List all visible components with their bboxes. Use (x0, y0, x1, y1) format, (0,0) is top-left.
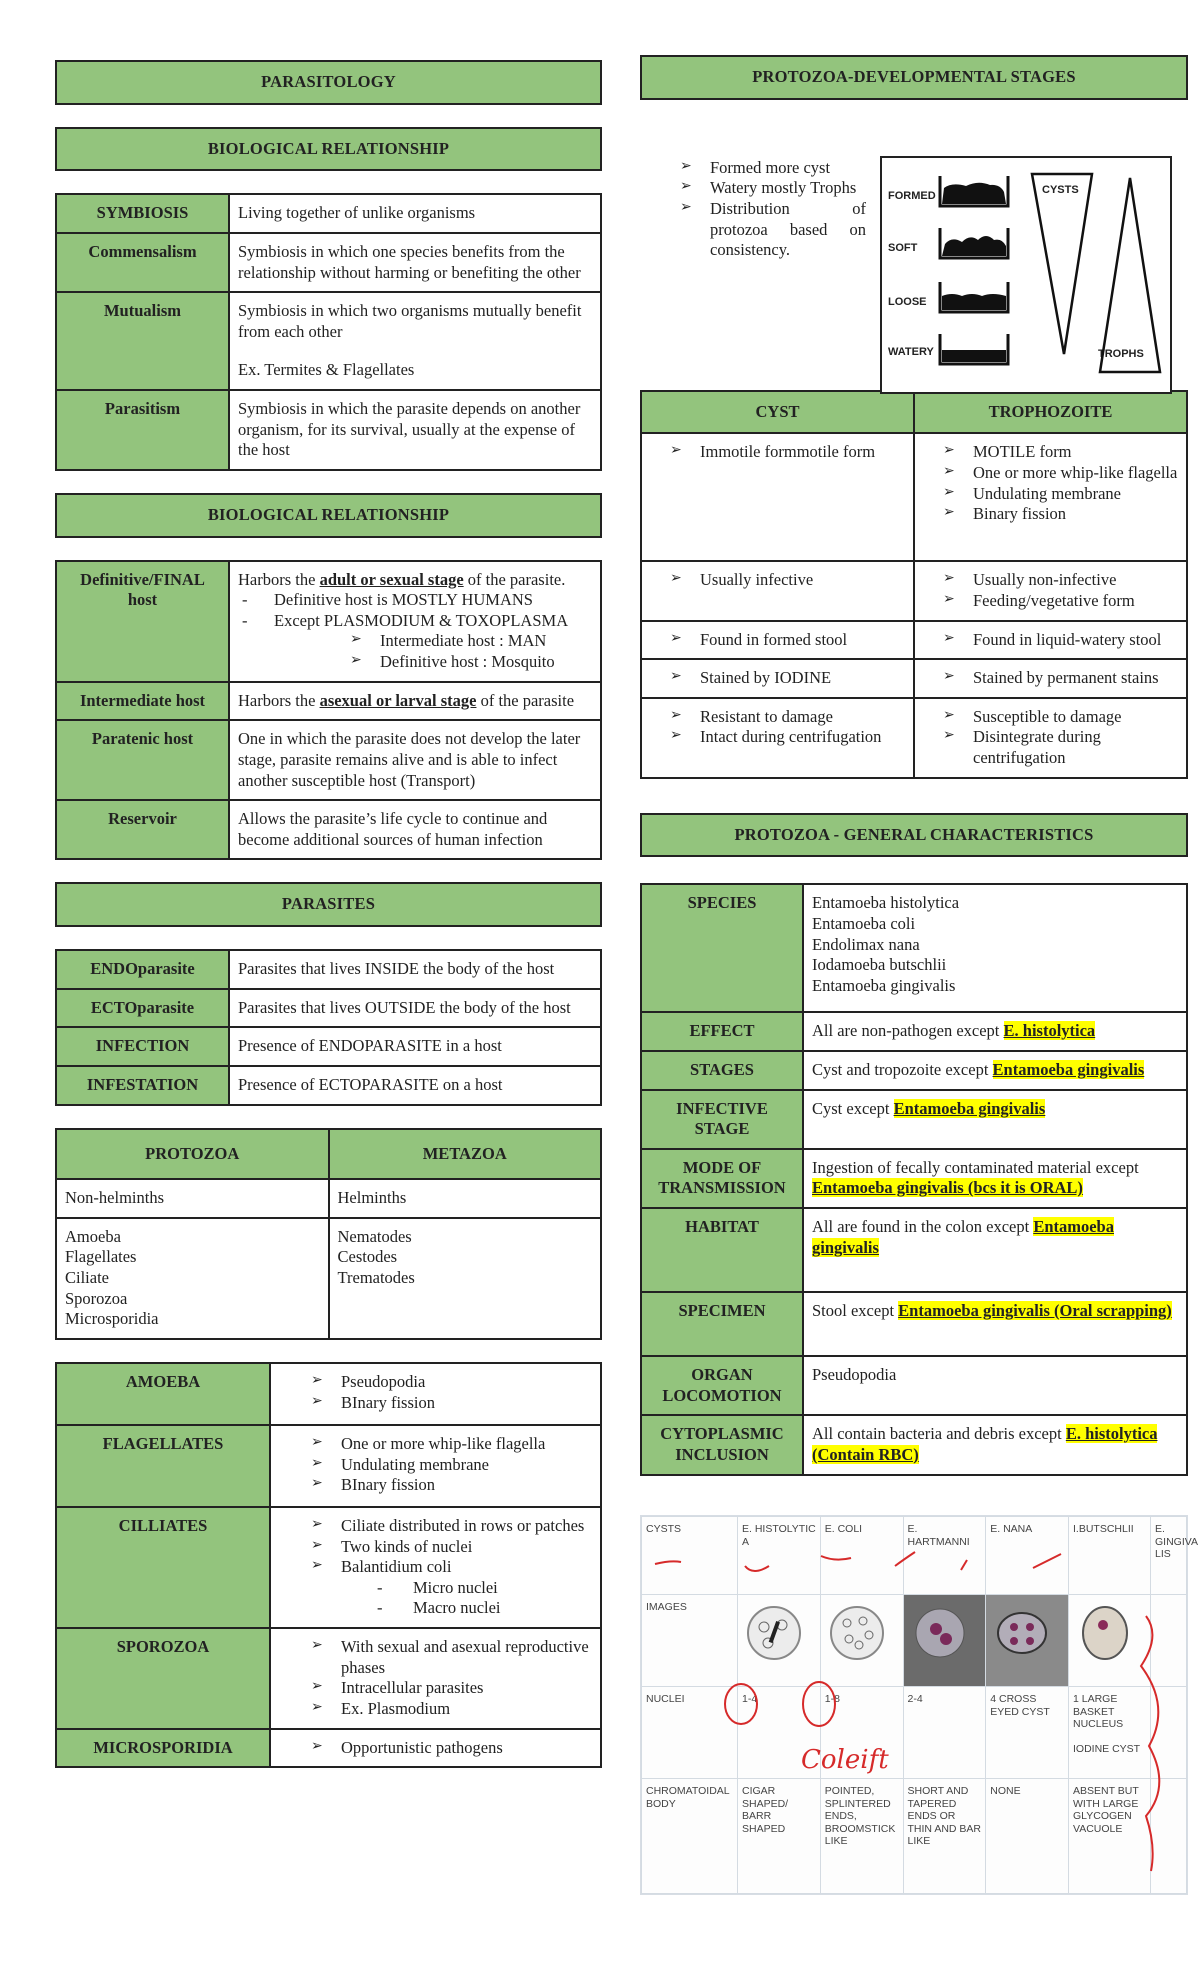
chromatoidal-gingivalis (1151, 1779, 1187, 1894)
table-row (641, 1051, 1187, 1090)
list-item: ➢ Susceptible to damage (939, 707, 1178, 728)
effect-label: EFFECT (641, 1012, 803, 1051)
nuclei-coli: 1-8 (820, 1687, 903, 1779)
sporozoa-traits (270, 1628, 601, 1729)
parasites-table (55, 949, 602, 1106)
table-row (56, 800, 601, 859)
transmission-label: MODE OF TRANSMISSION (641, 1149, 803, 1208)
list-item: ➢ Undulating membrane (939, 484, 1178, 505)
table-row (56, 1363, 601, 1425)
intermediate-host-text: Harbors the asexual or larval stage of the parasite (229, 682, 601, 721)
list-item: ➢ Stained by IODINE (666, 668, 905, 689)
list-item: Microsporidia (65, 1309, 159, 1329)
table-row (641, 1012, 1187, 1051)
table-row (642, 1779, 1187, 1894)
table-row (642, 1517, 1187, 1595)
cyst-image (1151, 1595, 1187, 1687)
reservoir-text: Allows the parasite’s life cycle to continue and become additional sources of human infection (229, 800, 601, 859)
table-row (56, 1129, 601, 1180)
endoparasite-text: Parasites that lives INSIDE the body of the host (229, 950, 601, 989)
list-item: ➢ Formed more cyst (676, 158, 866, 179)
list-item: ➢ Opportunistic pathogens (307, 1738, 592, 1759)
list-item: ➢ With sexual and asexual reproductive phases (307, 1637, 592, 1678)
figure-label-cysts: CYSTS (1042, 183, 1079, 196)
consistency-diagram (882, 158, 1170, 392)
general-characteristics-table (640, 883, 1188, 1475)
trophozoite-motility (914, 433, 1187, 561)
table-row (641, 621, 1187, 660)
table-row (56, 1425, 601, 1507)
figure-label-watery: WATERY (888, 345, 934, 358)
transmission-text: Ingestion of fecally contaminated material except Entamoeba gingivalis (bcs it is ORAL) (803, 1149, 1187, 1208)
amoeba-cyst-comparison-image (640, 1515, 1198, 1895)
parasitism-label: Parasitism (56, 390, 229, 470)
list-item: ➢ Intracellular parasites (307, 1678, 592, 1699)
list-item: ➢ Found in liquid-watery stool (939, 630, 1178, 651)
list-item: Sporozoa (65, 1288, 128, 1308)
list-item: ➢ MOTILE form (939, 442, 1178, 463)
general-characteristics-heading: PROTOZOA - GENERAL CHARACTERISTICS (640, 813, 1188, 858)
table-row (56, 561, 601, 682)
list-item: Ciliate (65, 1268, 109, 1287)
cyst-resistance (641, 698, 914, 778)
chart-header-coli: E. COLI (820, 1517, 903, 1595)
definitive-host-text: Harbors the adult or sexual stage of the parasite. (238, 569, 566, 589)
table-row (56, 682, 601, 721)
list-item: Entamoeba histolytica (812, 893, 960, 913)
developmental-stages-heading: PROTOZOA-DEVELOPMENTAL STAGES (640, 55, 1188, 100)
list-item: ➢ Ciliate distributed in rows or patches (307, 1516, 592, 1537)
effect-text: All are non-pathogen except E. histolytica (803, 1012, 1187, 1051)
table-row (641, 391, 1187, 434)
figure-label-trophs: TROPHS (1098, 347, 1144, 360)
developmental-stages-section (640, 118, 1188, 373)
non-helminths-cell: Non-helminths (56, 1179, 329, 1218)
chromatoidal-coli: POINTED, SPLINTERED ENDS, BROOMSTICK LIKE (820, 1779, 903, 1894)
chart-nuclei-label: NUCLEI (642, 1687, 738, 1779)
paratenic-host-label: Paratenic host (56, 720, 229, 800)
list-item: ➢ Intermediate host : MAN (346, 631, 592, 652)
stages-text: Cyst and tropozoite except Entamoeba gingivalis (803, 1051, 1187, 1090)
list-item: ➢ One or more whip-like flagella (939, 463, 1178, 484)
symbiosis-label: SYMBIOSIS (56, 194, 229, 233)
table-row (642, 1687, 1187, 1779)
table-row (56, 1066, 601, 1105)
sporozoa-label: SPOROZOA (56, 1628, 270, 1729)
table-row (641, 884, 1187, 1012)
list-item: ➢ Immotile formmotile form (666, 442, 905, 463)
intermediate-host-label: Intermediate host (56, 682, 229, 721)
microsporidia-label: MICROSPORIDIA (56, 1729, 270, 1768)
list-item: Trematodes (337, 1268, 415, 1287)
table-row (56, 1218, 601, 1339)
list-item: ➢ Distribution of protozoa based on consistency. (676, 199, 866, 261)
nuclei-gingivalis (1151, 1687, 1187, 1779)
chart-header-nana: E. NANA (986, 1517, 1069, 1595)
list-item: ➢ Found in formed stool (666, 630, 905, 651)
protozoa-list (56, 1218, 329, 1339)
protozoa-classes-table (55, 1362, 602, 1768)
table-row (641, 1415, 1187, 1474)
list-item: ➢ One or more whip-like flagella (307, 1434, 592, 1455)
metazoa-list (329, 1218, 602, 1339)
biological-relationship-heading-2: BIOLOGICAL RELATIONSHIP (55, 493, 602, 538)
table-row (641, 698, 1187, 778)
list-item: ➢ Stained by permanent stains (939, 668, 1178, 689)
table-row (56, 233, 601, 292)
infective-stage-text: Cyst except Entamoeba gingivalis (803, 1090, 1187, 1149)
nuclei-butschlii: 1 LARGE BASKET NUCLEUS IODINE CYST (1069, 1687, 1151, 1779)
parasitism-text: Symbiosis in which the parasite depends on another organism, for its survival, usually at the expense of the host (229, 390, 601, 470)
protozoa-metazoa-table (55, 1128, 602, 1340)
specimen-label: SPECIMEN (641, 1292, 803, 1356)
specimen-text: Stool except Entamoeba gingivalis (Oral scrapping) (803, 1292, 1187, 1356)
chart-header-gingivalis: E. GINGIVA LIS (1151, 1517, 1187, 1595)
table-row (56, 1729, 601, 1768)
table-row (641, 561, 1187, 620)
list-item: - Except PLASMODIUM & TOXOPLASMA (238, 611, 592, 632)
cyst-image (903, 1595, 986, 1687)
flagellates-traits (270, 1425, 601, 1507)
habitat-text: All are found in the colon except Entamoeba gingivalis (803, 1208, 1187, 1292)
trophozoite-infectivity (914, 561, 1187, 620)
cytoplasmic-inclusion-label: CYTOPLASMIC INCLUSION (641, 1415, 803, 1474)
infection-text: Presence of ENDOPARASITE in a host (229, 1027, 601, 1066)
commensalism-label: Commensalism (56, 233, 229, 292)
ectoparasite-label: ECTOparasite (56, 989, 229, 1028)
list-item: ➢ Definitive host : Mosquito (346, 652, 592, 673)
list-item: ➢ BInary fission (307, 1393, 592, 1414)
ectoparasite-text: Parasites that lives OUTSIDE the body of the host (229, 989, 601, 1028)
table-row (641, 659, 1187, 698)
definitive-host-cell (229, 561, 601, 682)
list-item: ➢ Ex. Plasmodium (307, 1699, 592, 1720)
endoparasite-label: ENDOparasite (56, 950, 229, 989)
figure-label-soft: SOFT (888, 241, 918, 254)
mutualism-label: Mutualism (56, 292, 229, 390)
table-row (56, 720, 601, 800)
list-item: Entamoeba gingivalis (812, 975, 956, 995)
list-item: - Macro nuclei (377, 1598, 592, 1619)
table-row (642, 1595, 1187, 1687)
nuclei-histolytica: 1-4 (738, 1687, 821, 1779)
mutualism-text: Symbiosis in which two organisms mutually benefit from each other (238, 301, 582, 341)
commensalism-text: Symbiosis in which one species benefits from the relationship without harming or benefiting the other (229, 233, 601, 292)
cyst-infectivity (641, 561, 914, 620)
list-item: Nematodes (337, 1226, 412, 1246)
amoeba-label: AMOEBA (56, 1363, 270, 1425)
cyst-motility (641, 433, 914, 561)
table-row (641, 1090, 1187, 1149)
cyst-stain (641, 659, 914, 698)
infective-stage-label: INFECTIVE STAGE (641, 1090, 803, 1149)
figure-label-formed: FORMED (888, 189, 936, 202)
list-item: ➢ Undulating membrane (307, 1455, 592, 1476)
species-label: SPECIES (641, 884, 803, 1012)
table-row (56, 390, 601, 470)
table-row (641, 1149, 1187, 1208)
list-item: - Definitive host is MOSTLY HUMANS (238, 590, 592, 611)
developmental-notes (676, 158, 866, 261)
list-item: Iodamoeba butschlii (812, 955, 947, 975)
helminths-cell: Helminths (329, 1179, 602, 1218)
table-row (56, 194, 601, 233)
chart-header-cysts: CYSTS (642, 1517, 738, 1595)
list-item: ➢ Disintegrate during centrifugation (939, 727, 1178, 768)
symbiosis-table (55, 193, 602, 471)
list-item: Entamoeba coli (812, 913, 916, 933)
list-item: ➢ Binary fission (939, 504, 1178, 525)
list-item: ➢ Feeding/vegetative form (939, 591, 1178, 612)
infestation-text: Presence of ECTOPARASITE on a host (229, 1066, 601, 1105)
chromatoidal-nana: NONE (986, 1779, 1069, 1894)
table-row (641, 1356, 1187, 1415)
handwritten-note: Coleift (801, 1745, 889, 1775)
cilliates-label: CILLIATES (56, 1507, 270, 1628)
table-row (56, 1628, 601, 1729)
flagellates-label: FLAGELLATES (56, 1425, 270, 1507)
list-item: ➢ Resistant to damage (666, 707, 905, 728)
cyst-image (1069, 1595, 1151, 1687)
cyst-stool (641, 621, 914, 660)
symbiosis-text: Living together of unlike organisms (229, 194, 601, 233)
mutualism-cell (229, 292, 601, 390)
cyst-image (820, 1595, 903, 1687)
table-row (56, 1507, 601, 1628)
list-item: ➢ Balantidium coli (307, 1557, 592, 1578)
definitive-host-subnotes (238, 631, 592, 672)
stool-consistency-figure (880, 156, 1172, 394)
list-item: ➢ Intact during centrifugation (666, 727, 905, 748)
chart-images-label: IMAGES (642, 1595, 738, 1687)
habitat-label: HABITAT (641, 1208, 803, 1292)
cyst-image (738, 1595, 821, 1687)
trophozoite-stool (914, 621, 1187, 660)
chart-header-hartmanni: E. HARTMANNI (903, 1517, 986, 1595)
chart-header-butschlii: I.BUTSCHLII (1069, 1517, 1151, 1595)
figure-label-loose: LOOSE (888, 295, 927, 308)
list-item: ➢ Watery mostly Trophs (676, 178, 866, 199)
table-row (56, 989, 601, 1028)
list-item: ➢ Pseudopodia (307, 1372, 592, 1393)
microsporidia-traits (270, 1729, 601, 1768)
chromatoidal-hartmanni: SHORT AND TAPERED ENDS OR THIN AND BAR LIKE (903, 1779, 986, 1894)
table-row (641, 433, 1187, 561)
table-row (641, 1292, 1187, 1356)
list-item: Endolimax nana (812, 934, 920, 954)
chart-header-histolytica: E. HISTOLYTIC A (738, 1517, 821, 1595)
definitive-host-label: Definitive/FINAL host (56, 561, 229, 682)
chromatoidal-histolytica: CIGAR SHAPED/ BARR SHAPED (738, 1779, 821, 1894)
table-row (56, 950, 601, 989)
infection-label: INFECTION (56, 1027, 229, 1066)
stages-label: STAGES (641, 1051, 803, 1090)
cytoplasmic-inclusion-text: All contain bacteria and debris except E. histolytica (Contain RBC) (803, 1415, 1187, 1474)
cyst-trophozoite-table (640, 390, 1188, 779)
table-row (56, 1179, 601, 1218)
trophozoite-resistance (914, 698, 1187, 778)
cyst-header: CYST (641, 391, 914, 434)
definitive-host-notes (238, 590, 592, 631)
nuclei-nana: 4 CROSS EYED CYST (986, 1687, 1069, 1779)
reservoir-label: Reservoir (56, 800, 229, 859)
table-row (56, 1027, 601, 1066)
nuclei-hartmanni: 2-4 (903, 1687, 986, 1779)
host-table (55, 560, 602, 861)
metazoa-header: METAZOA (329, 1129, 602, 1180)
amoeba-traits (270, 1363, 601, 1425)
chart-chromatoidal-label: CHROMATOIDAL BODY (642, 1779, 738, 1894)
list-item: Flagellates (65, 1247, 137, 1267)
list-item: ➢ Usually non-infective (939, 570, 1178, 591)
trophozoite-stain (914, 659, 1187, 698)
parasites-heading: PARASITES (55, 882, 602, 927)
chromatoidal-butschlii: ABSENT BUT WITH LARGE GLYCOGEN VACUOLE (1069, 1779, 1151, 1894)
list-item: Amoeba (65, 1226, 121, 1246)
species-list (803, 884, 1187, 1012)
list-item: ➢ BInary fission (307, 1475, 592, 1496)
page-title: PARASITOLOGY (55, 60, 602, 105)
protozoa-header: PROTOZOA (56, 1129, 329, 1180)
biological-relationship-heading: BIOLOGICAL RELATIONSHIP (55, 127, 602, 172)
table-row (56, 292, 601, 390)
list-item: ➢ Two kinds of nuclei (307, 1537, 592, 1558)
locomotion-label: ORGAN LOCOMOTION (641, 1356, 803, 1415)
list-item: - Micro nuclei (377, 1578, 592, 1599)
list-item: Cestodes (337, 1247, 398, 1267)
list-item: ➢ Usually infective (666, 570, 905, 591)
locomotion-text: Pseudopodia (803, 1356, 1187, 1415)
infestation-label: INFESTATION (56, 1066, 229, 1105)
cilliates-traits (270, 1507, 601, 1628)
paratenic-host-text: One in which the parasite does not develop the later stage, parasite remains alive and is able to infect another susceptible host (Transport) (229, 720, 601, 800)
table-row (641, 1208, 1187, 1292)
left-column (55, 60, 602, 1768)
trophozoite-header: TROPHOZOITE (914, 391, 1187, 434)
right-column (640, 55, 1188, 1476)
mutualism-example: Ex. Termites & Flagellates (238, 360, 415, 380)
cyst-image (986, 1595, 1069, 1687)
